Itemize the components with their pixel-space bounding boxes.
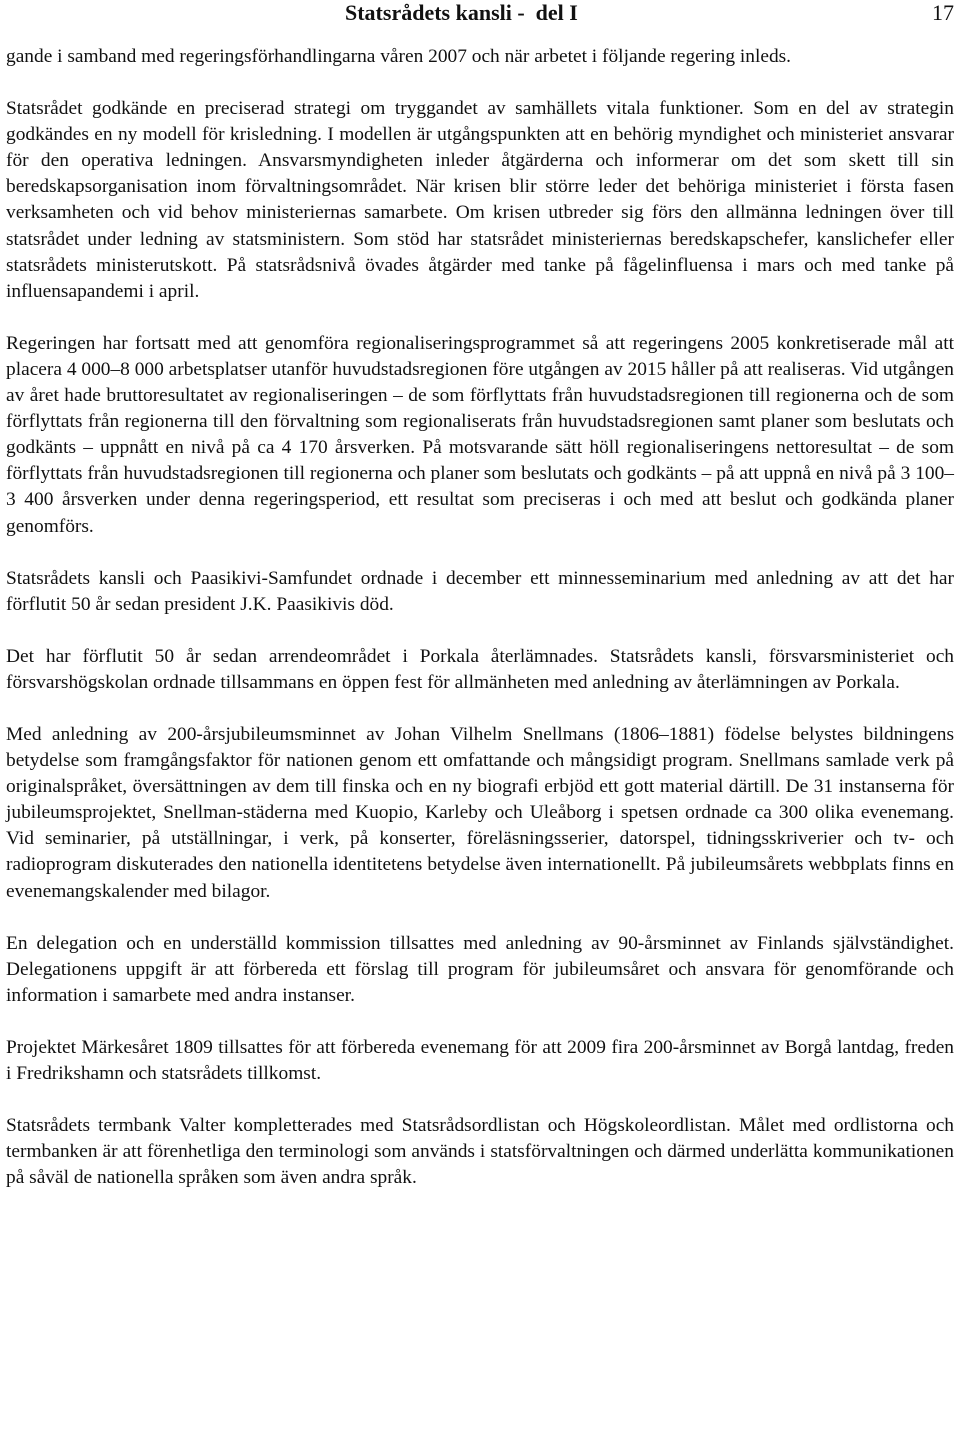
- paragraph-crisis-management: Statsrådet godkände en preciserad strategi om tryggandet av samhällets vitala funktioner. Som en del av strategin godkändes en ny modell för krisledning. I modellen är utgångspunkten att en behörig myndighet och ministeriet ansvarar för den operativa ledningen. Ansvarsmyndigheten inleder åtgärderna och informerar om det som skett till sin beredskapsorganisation inom förvaltningsområdet. När krisen blir större leder det behöriga ministeriet i första fasen verksamheten och vid behov ministeriernas samarbete. Om krisen utbreder sig förs den allmänna ledningen över till statsrådet under ledning av statsministern. Som stöd har statsrådet ministeriernas beredskapschefer, kanslichefer eller statsrådets ministerutskott. På statsrådsnivå övades åtgärder med tanke på fågelinfluensa i mars och med tanke på influensapandemi i april.: [6, 98, 954, 302]
- document-body: [6, 44, 954, 1191]
- paragraph-snellman-jubilee: Med anledning av 200-årsjubileumsminnet av Johan Vilhelm Snellmans (1806–1881) födelse belystes bildningens betydelse som framgångsfaktor för nationen genom ett omfattande och mångsidigt program. Snellmans samlade verk på originalspråket, översättningen av dem till finska och en ny biografi erbjöd ett gott material därtill. De 31 instanserna för jubileumsprojektet, Snellman-städerna med Kuopio, Karleby och Uleåborg i spetsen ordnade ca 300 olika evenemang. Vid seminarier, på utställningar, i verk, på konserter, föreläsningsserier, datorspel, tidningsskriverier och tv- och radioprogram diskuterades den nationella identitetens betydelse även internationellt. På jubileumsårets webbplats finns en evenemangskalender med bilagor.: [6, 723, 954, 902]
- paragraph-independence-delegation: En delegation och en underställd kommission tillsattes med anledning av 90-årsminnet av Finlands självständighet. Delegationens uppgift är att förbereda ett förslag till program för jubileumsåret och ansvara för genomförande och information i samarbete med andra instanser.: [6, 932, 954, 1006]
- paragraph-porkala: Det har förflutit 50 år sedan arrendeområdet i Porkala återlämnades. Statsrådets kansli, försvarsministeriet och försvarshögskolan ordnade tillsammans en öppen fest för allmänheten med anledning av återlämningen av Porkala.: [6, 645, 954, 693]
- paragraph-paasikivi-seminar: Statsrådets kansli och Paasikivi-Samfundet ordnade i december ett minnesseminarium med anledning av att det har förflutit 50 år sedan president J.K. Paasikivis död.: [6, 567, 954, 615]
- page-header: [0, 0, 960, 30]
- paragraph-term-bank: Statsrådets termbank Valter kompletterades med Statsrådsordlistan och Högskoleordlistan. Målet med ordlistorna och termbanken är att förenhetliga den terminologi som används i statsförvaltningen och därmed underlätta kommunikationen på såväl de nationella språken som även andra språk.: [6, 1115, 954, 1189]
- paragraph-regionalisation: Regeringen har fortsatt med att genomföra regionaliseringsprogrammet så att regeringens 2005 konkretiserade mål att placera 4 000–8 000 arbetsplatser utanför huvudstadsregionen före utgången av 2015 håller på att realiseras. Vid utgången av året hade bruttoresultatet av regionaliseringen – de som förflyttats från huvudstadsregionen till regionerna och de som förflyttats från regionerna till den förvaltning som regionaliserats från huvudstadsregionen samt planer som beslutats och godkänts – uppnått en nivå på ca 4 170 årsverken. På motsvarande sätt höll regionaliseringens nettoresultat – de som förflyttats från huvudstadsregionen till regionerna och planer som beslutats och godkänts – på att uppnå en nivå på 3 100–3 400 årsverken under denna regeringsperiod, ett resultat som preciseras i och med att beslut och godkända planer genomförs.: [6, 332, 954, 537]
- page-number: 17: [932, 0, 954, 25]
- paragraph-continuation: gande i samband med regeringsförhandlingarna våren 2007 och när arbetet i följande regering inleds.: [6, 46, 792, 67]
- paragraph-year-1809: Projektet Märkesåret 1809 tillsattes för att förbereda evenemang för att 2009 fira 200-årsminnet av Borgå lantdag, freden i Fredrikshamn och statsrådets tillkomst.: [6, 1036, 954, 1084]
- running-header-title: Statsrådets kansli - del I: [345, 0, 578, 25]
